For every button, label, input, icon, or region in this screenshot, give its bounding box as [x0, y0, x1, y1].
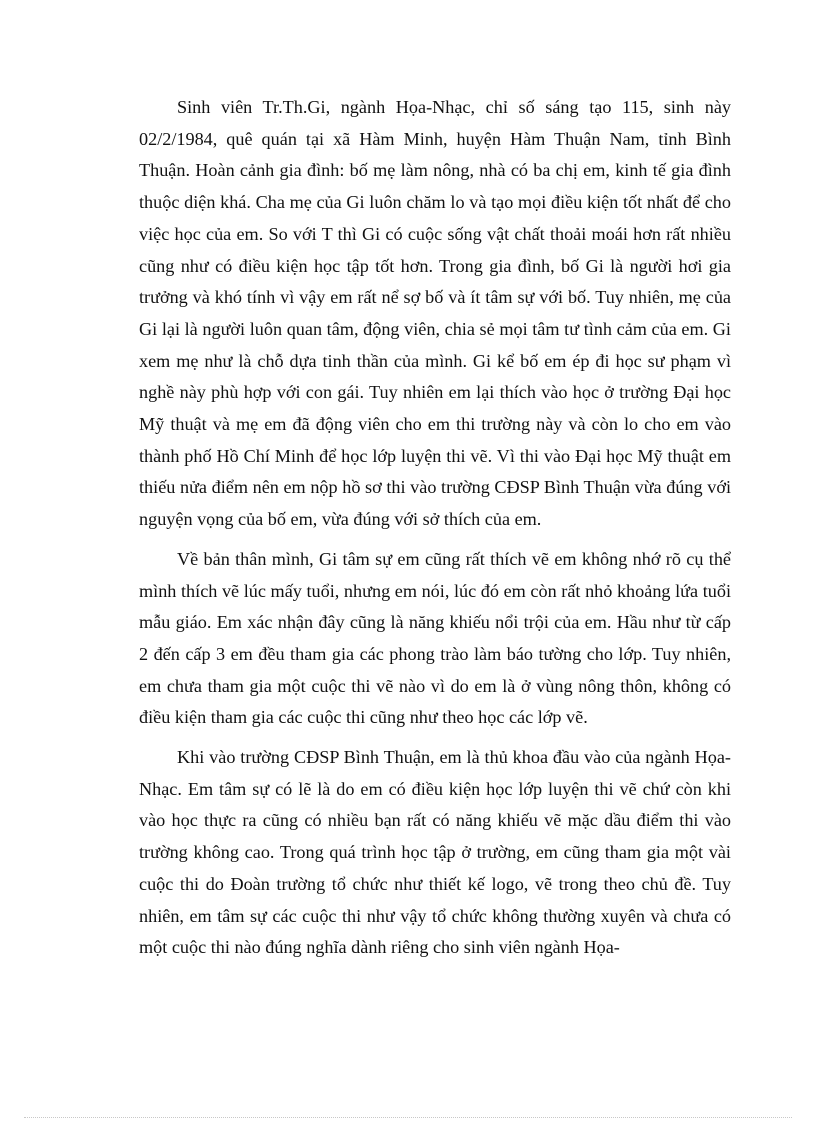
- paragraph-college-experience: Khi vào trường CĐSP Bình Thuận, em là thủ khoa đầu vào của ngành Họa-Nhạc. Em tâm sự có lẽ là do em có điều kiện học lớp luyện thi vẽ chứ còn khi vào học thực ra cũng có nhiều bạn rất có năng khiếu vẽ mặc dầu điểm thi vào trường không cao. Trong quá trình học tập ở trường, em cũng tham gia một vài cuộc thi do Đoàn trường tổ chức như thiết kế logo, vẽ trong theo chủ đề. Tuy nhiên, em tâm sự các cuộc thi như vậy tổ chức không thường xuyên và chưa có một cuộc thi nào đúng nghĩa dành riêng cho sinh viên ngành Họa-: [139, 747, 731, 958]
- paragraph-drawing-talent: Về bản thân mình, Gi tâm sự em cũng rất thích vẽ em không nhớ rõ cụ thể mình thích vẽ lúc mấy tuổi, nhưng em nói, lúc đó em còn rất nhỏ khoảng lứa tuổi mẫu giáo. Em xác nhận đây cũng là năng khiếu nổi trội của em. Hầu như từ cấp 2 đến cấp 3 em đều tham gia các phong trào làm báo tường cho lớp. Tuy nhiên, em chưa tham gia một cuộc thi vẽ nào vì do em là ở vùng nông thôn, không có điều kiện tham gia các cuộc thi cũng như theo học các lớp vẽ.: [139, 548, 731, 728]
- document-body: [139, 92, 731, 964]
- paragraph-student-background: Sinh viên Tr.Th.Gi, ngành Họa-Nhạc, chỉ số sáng tạo 115, sinh này 02/2/1984, quê quán tại xã Hàm Minh, huyện Hàm Thuận Nam, tỉnh Bình Thuận. Hoàn cảnh gia đình: bố mẹ làm nông, nhà có ba chị em, kinh tế gia đình thuộc diện khá. Cha mẹ của Gi luôn chăm lo và tạo mọi điều kiện tốt nhất để cho việc học của em. So với T thì Gi có cuộc sống vật chất thoải moái hơn rất nhiều cũng như có điều kiện học tập tốt hơn. Trong gia đình, bố Gi là người hơi gia trưởng và khó tính vì vậy em rất nể sợ bố và ít tâm sự với bố. Tuy nhiên, mẹ của Gi lại là người luôn quan tâm, động viên, chia sẻ mọi tâm tư tình cảm của em. Gi xem mẹ như là chỗ dựa tinh thần của mình. Gi kể bố em ép đi học sư phạm vì nghề này phù hợp với con gái. Tuy nhiên em lại thích vào học ở trường Đại học Mỹ thuật và mẹ em đã động viên cho em thi trường này và còn lo cho em vào thành phố Hồ Chí Minh để học lớp luyện thi vẽ. Vì thi vào Đại học Mỹ thuật em thiếu nửa điểm nên em nộp hồ sơ thi vào trường CĐSP Bình Thuận vừa đúng với nguyện vọng của bố em, vừa đúng với sở thích của em.: [139, 97, 731, 530]
- page-bottom-edge: [24, 1117, 792, 1118]
